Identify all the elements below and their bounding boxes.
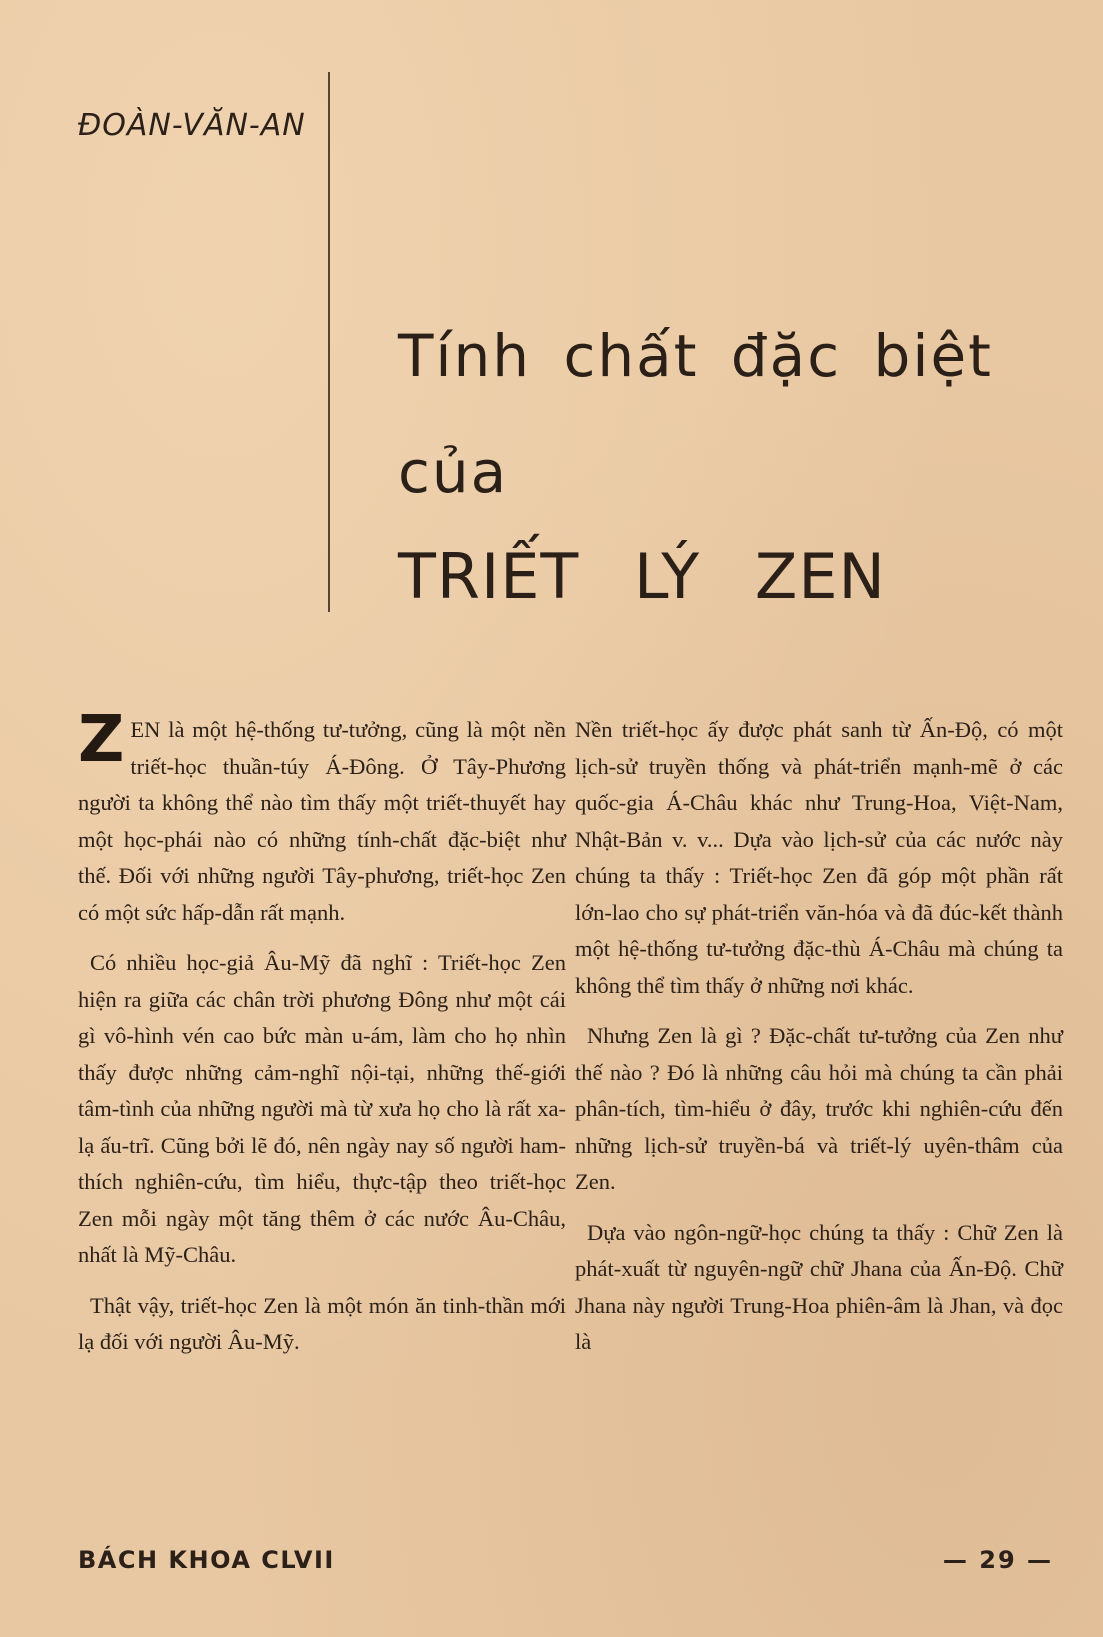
paragraph: Nền triết-học ấy được phát sanh từ Ấn-Độ, có một lịch-sử truyền thống và phát-triển mạnh-mẽ ở các quốc-gia Á-Châu khác như Trung-Hoa, Việt-Nam, Nhật-Bản v. v... Dựa vào lịch-sử của các nước này chúng ta thấy : Triết-học Zen đã góp một phần rất lớn-lao cho sự phát-triển văn-hóa và đã đúc-kết thành một hệ-thống tư-tưởng đặc-thù Á-Châu mà chúng ta không thể tìm thấy ở những nơi khác. [575,717,1063,998]
author-name: ĐOÀN-VĂN-AN [78,108,306,143]
right-column [575,712,1063,1375]
left-column [78,703,566,1375]
paragraph [78,703,566,931]
vertical-divider [328,72,330,612]
title-line-2: của [398,438,509,506]
paragraph: Dựa vào ngôn-ngữ-học chúng ta thấy : Chữ Zen là phát-xuất từ nguyên-ngữ chữ Jhana của Ấn-Độ. Chữ Jhana này người Trung-Hoa phiên-âm là Jhan, và đọc là [575,1219,1063,1354]
paragraph: Nhưng Zen là gì ? Đặc-chất tư-tưởng của Zen như thế nào ? Đó là những câu hỏi mà chúng ta cần phải phân-tích, tìm-hiểu ở đây, trước khi nghiên-cứu đến những lịch-sử truyền-bá và triết-lý uyên-thâm của Zen. [575,1023,1063,1194]
page-number: — 29 — [942,1546,1053,1574]
paragraph-text: EN là một hệ-thống tư-tưởng, cũng là một nền triết-học thuần-túy Á-Đông. Ở Tây-Phương người ta không thể nào tìm thấy một triết-thuyết hay một học-phái nào có những tính-chất đặc-biệt như thế. Đối với những người Tây-phương, triết-học Zen có một sức hấp-dẫn rất mạnh. [78,717,566,925]
drop-cap: Z [78,703,125,777]
paragraph: Có nhiều học-giả Âu-Mỹ đã nghĩ : Triết-học Zen hiện ra giữa các chân trời phương Đông như một cái gì vô-hình vén cao bức màn u-ám, làm cho họ nhìn thấy được những cảm-nghĩ nội-tại, những thế-giới tâm-tình của những người mà từ xưa họ cho là rất xa-lạ ấu-trĩ. Cũng bởi lẽ đó, nên ngày nay số người ham-thích nghiên-cứu, tìm hiểu, thực-tập theo triết-học Zen mỗi ngày một tăng thêm ở các nước Âu-Châu, nhất là Mỹ-Châu. [78,950,566,1267]
title-line-3: TRIẾT LÝ ZEN [398,540,886,613]
title-line-1: Tính chất đặc biệt [398,322,993,390]
paragraph: Thật vậy, triết-học Zen là một món ăn tinh-thần mới lạ đối với người Âu-Mỹ. [78,1292,566,1354]
publication-footer: BÁCH KHOA CLVII [78,1546,335,1574]
